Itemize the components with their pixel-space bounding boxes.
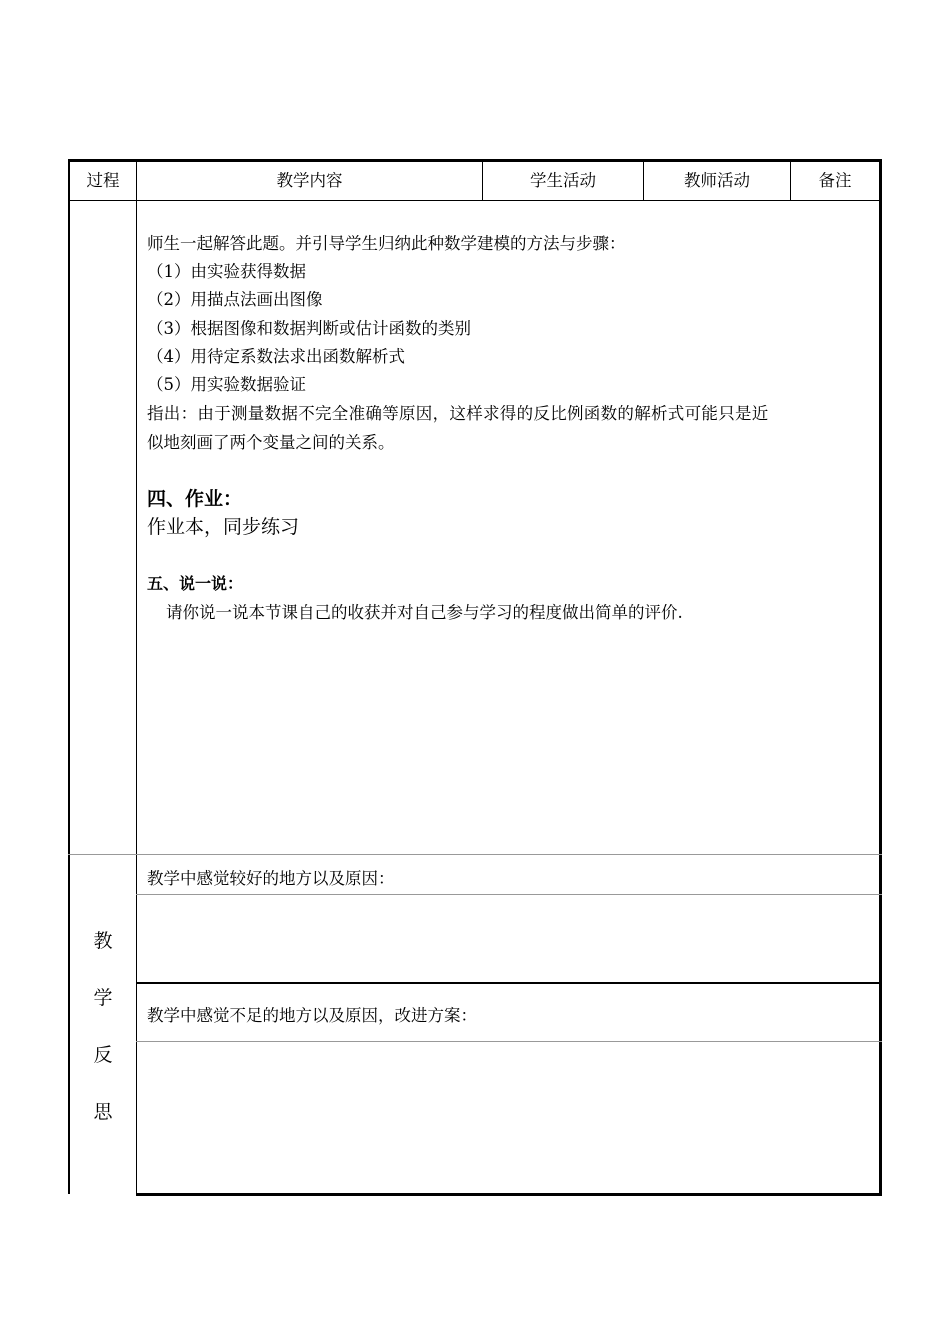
bad-label-bottom bbox=[136, 1041, 882, 1042]
reflection-char-3: 反 bbox=[93, 1044, 113, 1066]
summary-note-line-1: 指出：由于测量数据不完全准确等原因，这样求得的反比例函数的解析式可能只是近 bbox=[147, 404, 769, 423]
header-process: 过程 bbox=[86, 171, 120, 190]
homework-heading: 四、作业： bbox=[147, 488, 243, 510]
header-bottom-border bbox=[68, 200, 882, 201]
summary-step-5: （5）用实验数据验证 bbox=[147, 375, 306, 394]
reflection-char-2: 学 bbox=[93, 987, 113, 1009]
header-student-activity: 学生活动 bbox=[530, 171, 596, 190]
reflection-char-1: 教 bbox=[93, 930, 113, 952]
bad-points-label: 教学中感觉不足的地方以及原因，改进方案： bbox=[147, 1006, 477, 1025]
good-points-label: 教学中感觉较好的地方以及原因： bbox=[147, 869, 395, 888]
header-content: 教学内容 bbox=[276, 171, 343, 190]
table-left-border bbox=[68, 159, 70, 1194]
say-heading: 五、说一说： bbox=[147, 574, 244, 593]
reflection-char-4: 思 bbox=[93, 1101, 113, 1123]
say-text: 请你说一说本节课自己的收获并对自己参与学习的程度做出简单的评价. bbox=[166, 603, 683, 622]
summary-step-3: （3）根据图像和数据判断或估计函数的类别 bbox=[147, 319, 471, 338]
good-label-bottom bbox=[136, 894, 882, 895]
content-bottom-border bbox=[68, 854, 882, 855]
reflection-middle-border bbox=[136, 982, 882, 984]
summary-intro: 师生一起解答此题。并引导学生归纳此种数学建模的方法与步骤： bbox=[147, 234, 626, 253]
summary-step-4: （4）用待定系数法求出函数解析式 bbox=[147, 347, 405, 366]
table-bottom-border bbox=[136, 1193, 882, 1196]
summary-step-1: （1）由实验获得数据 bbox=[147, 262, 306, 281]
header-notes: 备注 bbox=[818, 171, 852, 190]
process-column-divider bbox=[136, 160, 137, 1195]
header-teacher-activity: 教师活动 bbox=[684, 171, 750, 190]
homework-text: 作业本，同步练习 bbox=[147, 516, 300, 538]
summary-step-2: （2）用描点法画出图像 bbox=[147, 290, 323, 309]
summary-note-line-2: 似地刻画了两个变量之间的关系。 bbox=[147, 433, 395, 452]
